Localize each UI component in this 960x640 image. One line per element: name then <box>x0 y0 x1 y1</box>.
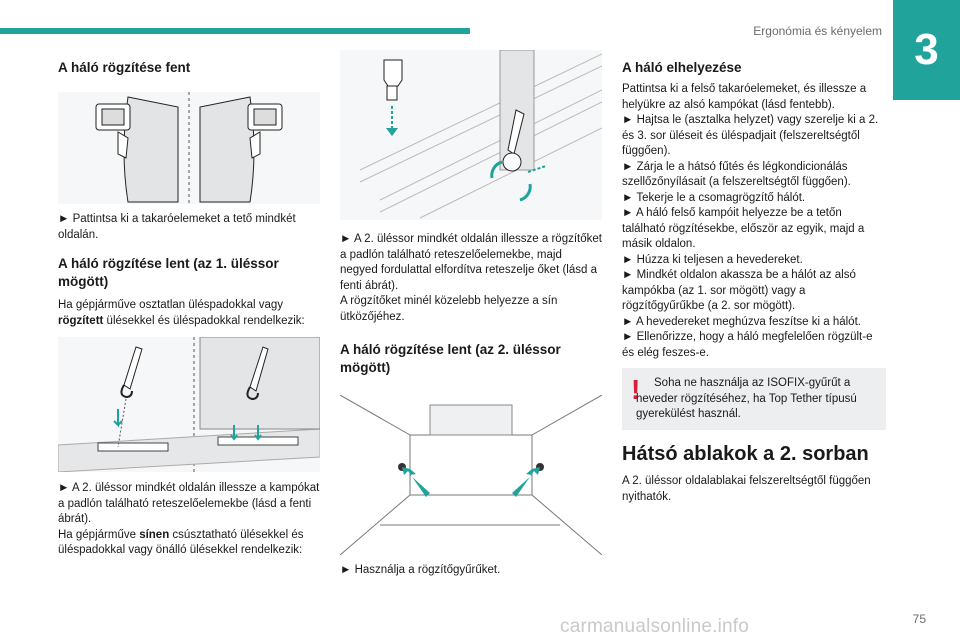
text-insert-hooks: ► A 2. üléssor mindkét oldalán illessze a kampókat a padlón található reteszelőelemekbe (lásd a fenti ábrát). <box>58 482 320 525</box>
heading-bottom-row1: A háló rögzítése lent (az 1. üléssor mögött) <box>58 256 279 289</box>
heading-bottom-row2: A háló rögzítése lent (az 2. üléssor mögött) <box>340 342 561 375</box>
header-accent-bar <box>0 28 470 34</box>
step-8: ► Ellenőrizze, hogy a háló megfelelően rögzült-e és elég feszes-e. <box>622 331 873 359</box>
column-2 <box>340 50 602 579</box>
step-5: ► Húzza ki teljesen a hevedereket. <box>622 253 803 266</box>
section-title: Ergonómia és kényelem <box>753 24 882 38</box>
step-6: ► Mindkét oldalon akassza be a hálót az alsó kampókba (az 1. sor mögött) vagy a rögzítőgyűrűkbe (a 2. sor mögött). <box>622 269 856 312</box>
heading-rear-windows: Hátsó ablakok a 2. sorban <box>622 443 869 465</box>
text-intro: Pattintsa ki a felső takaróelemeket, és illessze a helyükre az alsó kampókat (lásd fentebb). <box>622 83 867 111</box>
step-4: ► A háló felső kampóit helyezze be a tetőn található rögzítésekbe, először az egyik, majd a másik oldalon. <box>622 207 865 250</box>
page-number: 75 <box>912 612 926 626</box>
watermark: carmanualsonline.info <box>560 616 750 637</box>
text-fixed-seats: Ha gépjárműve osztatlan üléspadokkal vagy rögzített ülésekkel és üléspadokkal rendelkezik: <box>58 299 305 327</box>
heading-net-placement: A háló elhelyezése <box>622 60 742 75</box>
heading-top-mount: A háló rögzítése fent <box>58 60 191 75</box>
step-2: ► Zárja le a hátsó fűtés és légkondicionálás szellőzőnyílásait (a felszereltségtől függően). <box>622 160 851 188</box>
warning-text: Soha ne használja az ISOFIX-gyűrűt a heveder rögzítéséhez, ha Top Tether típusú gyerekülést használ. <box>636 377 857 420</box>
column-3 <box>622 50 886 361</box>
text-sliding-seats: Ha gépjárműve sínen csúsztatható ülésekkel és üléspadokkal vagy önálló ülésekkel rendelkezik: <box>58 528 304 556</box>
figure-rail-anchors <box>340 50 602 220</box>
step-3: ► Tekerje le a csomagrögzítő hálót. <box>622 191 806 204</box>
text-rear-windows: A 2. üléssor oldalablakai felszereltségtől függően nyithatók. <box>622 475 871 503</box>
figure-roof-covers <box>58 92 320 204</box>
step-1: ► Hajtsa le (asztalka helyzet) vagy szerelje ki a 2. és 3. sor üléseit és üléspadjait (felszereltségtől függően). <box>622 114 879 157</box>
figure-cargo-rings <box>340 395 602 555</box>
text-insert-anchors: ► A 2. üléssor mindkét oldalán illessze a rögzítőket a padlón található reteszelőelemekbe, majd negyed fordulattal elfordítva reteszelje őket (lásd a fenti ábrát). <box>340 233 602 292</box>
text-unclip-covers: ► Pattintsa ki a takaróelemeket a tető mindkét oldalán. <box>58 213 296 241</box>
step-7: ► A hevedereket meghúzva feszítse ki a hálót. <box>622 315 861 328</box>
text-use-rings: ► Használja a rögzítőgyűrűket. <box>340 564 501 576</box>
text-anchor-near-stop: A rögzítőket minél közelebb helyezze a sín ütközőjéhez. <box>340 295 558 323</box>
chapter-number: 3 <box>893 0 960 100</box>
warning-box <box>622 368 886 430</box>
column-1 <box>58 50 320 559</box>
warning-icon: ! <box>631 374 641 405</box>
figure-floor-hooks <box>58 337 320 472</box>
